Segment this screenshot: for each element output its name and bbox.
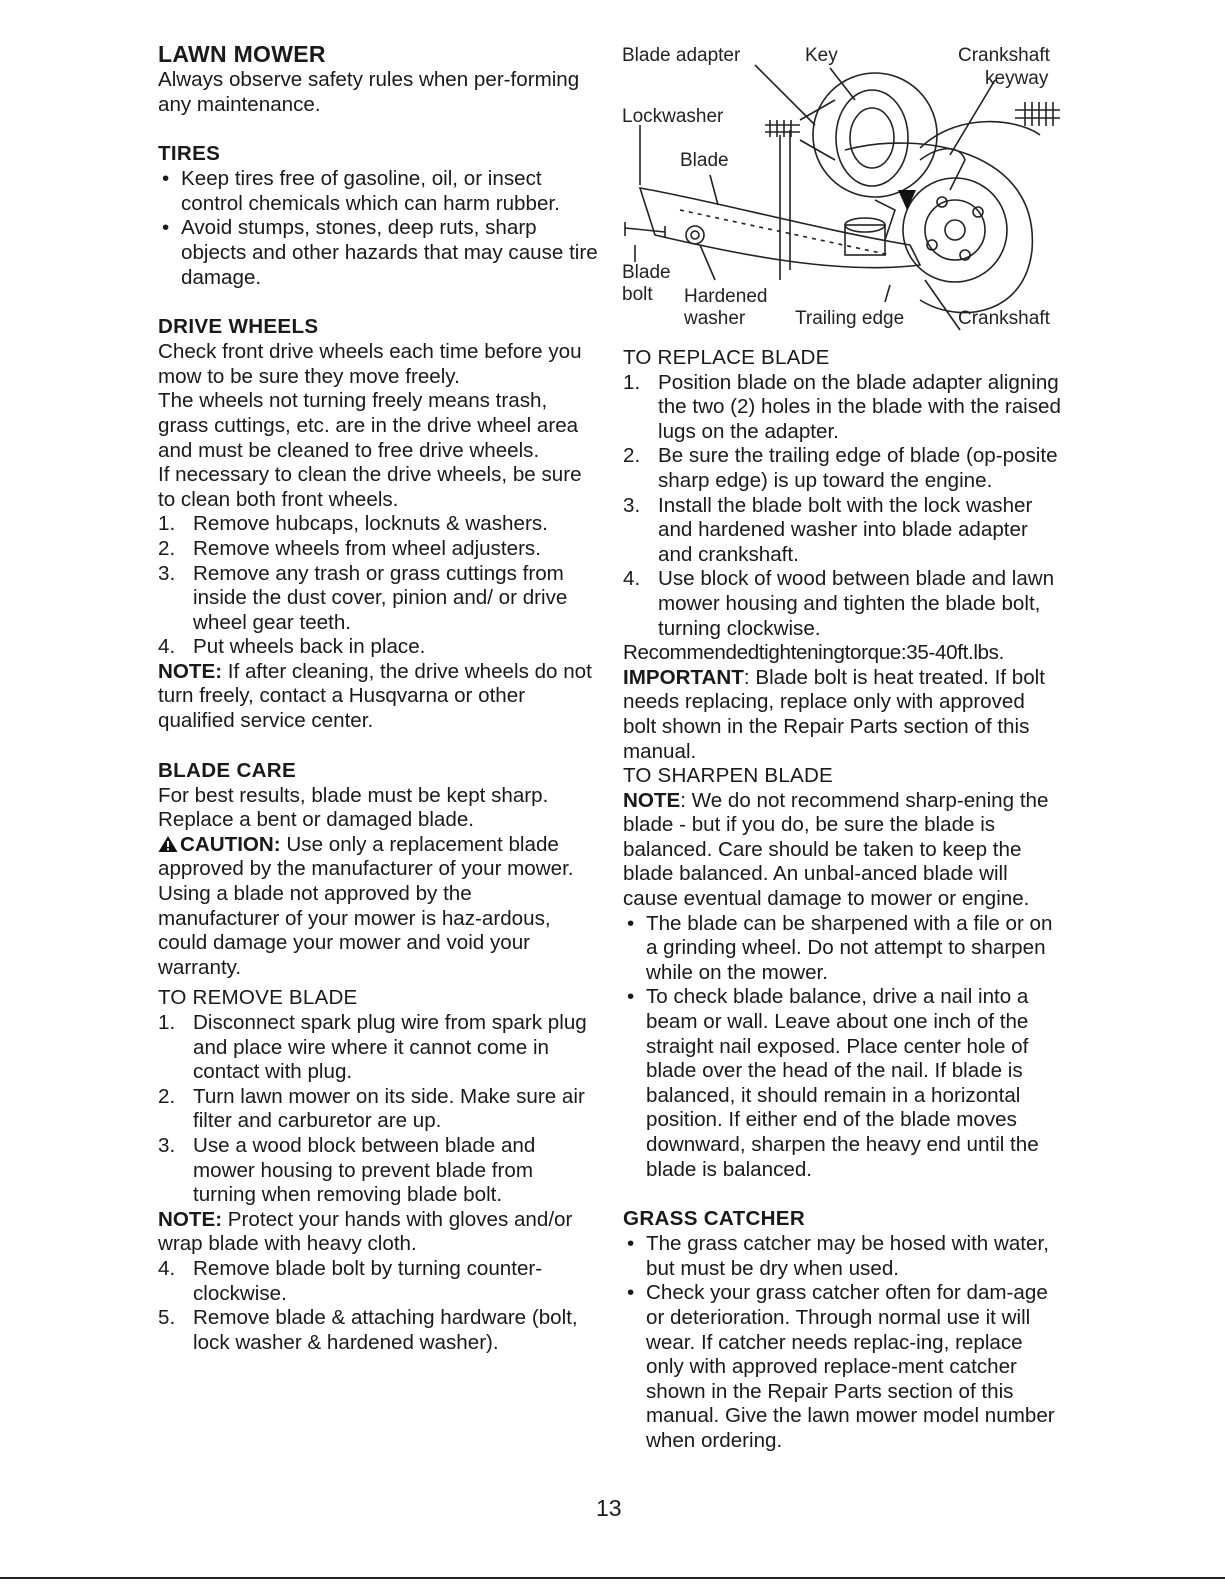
label-crankshaft: Crankshaft <box>958 308 1050 329</box>
replace-blade-heading: TO REPLACE BLADE <box>623 346 830 369</box>
step-number: 2. <box>158 536 176 560</box>
list-item <box>158 512 598 537</box>
grass-catcher-list <box>623 1232 1063 1453</box>
label-blade-bolt-1: Blade <box>622 262 671 283</box>
step-text: Use block of wood between blade and lawn mower housing and tighten the blade bolt, turning clockwise. <box>658 567 1055 640</box>
list-item <box>623 371 1063 445</box>
step-number: 1. <box>623 370 641 394</box>
remove-blade-steps-continued <box>158 1257 598 1355</box>
step-number: 3. <box>158 561 176 585</box>
list-item <box>623 444 1063 493</box>
label-blade-adapter: Blade adapter <box>622 45 741 66</box>
grass-catcher-heading: GRASS CATCHER <box>623 1207 806 1231</box>
step-text: Remove wheels from wheel adjusters. <box>193 536 541 560</box>
paragraph: Check front drive wheels each time before you mow to be sure they move freely. <box>158 340 582 388</box>
important-label: IMPORTANT <box>623 665 744 689</box>
tires-heading: TIRES <box>158 142 221 166</box>
list-item <box>158 562 598 636</box>
list-item <box>158 537 598 562</box>
note-label: NOTE: <box>158 1207 223 1231</box>
step-number: 2. <box>623 444 641 468</box>
step-text: Use a wood block between blade and mower housing to prevent blade from turning when removing blade bolt. <box>193 1133 536 1207</box>
list-item: • The grass catcher may be hosed with water, but must be dry when used. <box>623 1232 1063 1281</box>
list-item <box>158 1011 598 1085</box>
list-item: • Check your grass catcher often for dam-age or deterioration. Through normal use it will wear. If catcher needs replac-ing, replace only with approved replace-ment catcher shown in the Repair Parts section of this manual. Give the lawn mower model number when ordering. <box>623 1281 1063 1453</box>
torque-spec: Recommendedtighteningtorque:35-40ft.lbs. <box>623 641 1004 665</box>
left-column <box>158 40 598 1355</box>
list-item: • Avoid stumps, stones, deep ruts, sharp objects and other hazards that may cause tire damage. <box>158 216 598 290</box>
list-item <box>158 1134 598 1208</box>
drive-wheels-steps <box>158 512 598 660</box>
tires-list <box>158 167 598 290</box>
important-text: : Blade bolt is heat treated. If bolt needs replacing, replace only with approved bolt shown in the Repair Parts section of this manual. <box>623 665 1045 763</box>
note <box>158 660 598 734</box>
paragraph: The wheels not turning freely means trash, grass cuttings, etc. are in the drive wheel area and must be cleaned to free drive wheels. <box>158 389 579 462</box>
list-item <box>158 1257 598 1306</box>
note-text: Protect your hands with gloves and/or wrap blade with heavy cloth. <box>158 1207 573 1256</box>
step-number: 3. <box>158 1133 176 1157</box>
list-item <box>623 567 1063 641</box>
note-label: NOTE: <box>158 659 223 683</box>
replace-blade-steps <box>623 371 1063 642</box>
note-text: : We do not recommend sharp-ening the blade - but if you do, be sure the blade is balanced. Care should be taken to keep the blade balanced. An unbal-anced blade will cause eventual damage to mower or engine. <box>623 788 1049 911</box>
label-blade: Blade <box>680 150 729 171</box>
page-title: LAWN MOWER <box>158 41 326 67</box>
label-blade-bolt-2: bolt <box>622 284 653 305</box>
step-text: Be sure the trailing edge of blade (op-posite sharp edge) is up toward the engine. <box>658 444 1058 492</box>
note <box>623 789 1063 912</box>
label-trailing-edge: Trailing edge <box>795 308 905 329</box>
step-text: Remove any trash or grass cuttings from inside the dust cover, pinion and/ or drive wheel gear teeth. <box>193 561 568 634</box>
blade-assembly-diagram <box>620 40 1065 340</box>
page-number: 13 <box>596 1495 622 1521</box>
list-item <box>623 494 1063 568</box>
remove-blade-heading: TO REMOVE BLADE <box>158 986 358 1010</box>
label-crankshaft-keyway-2: keyway <box>985 68 1049 89</box>
blade-assembly-illustration <box>620 40 1065 340</box>
step-text: Turn lawn mower on its side. Make sure air filter and carburetor are up. <box>193 1084 585 1133</box>
label-lockwasher: Lockwasher <box>622 106 724 127</box>
drive-wheels-heading: DRIVE WHEELS <box>158 315 319 339</box>
step-text: Remove hubcaps, locknuts & washers. <box>193 512 548 536</box>
sharpen-list <box>623 912 1063 1183</box>
step-number: 1. <box>158 1011 176 1034</box>
label-key: Key <box>805 45 838 66</box>
warning-triangle-icon <box>158 835 178 853</box>
step-number: 4. <box>158 1256 176 1280</box>
caution-text: Use only a replacement blade approved by the manufacturer of your mower. Using a blade not approved by the manufacturer of your mower is haz-ardous, could damage your mower and void your warranty. <box>158 832 574 979</box>
list-item: • To check blade balance, drive a nail into a beam or wall. Leave about one inch of the straight nail exposed. Place center hole of blade over the head of the nail. If blade is balanced, it should remain in a horizontal position. If either end of the blade moves downward, sharpen the heavy end until the blade is balanced. <box>623 985 1063 1182</box>
caution-label: CAUTION: <box>180 832 281 856</box>
step-number: 1. <box>158 512 176 536</box>
step-number: 4. <box>158 635 176 659</box>
note-text: If after cleaning, the drive wheels do not turn freely, contact a Husqvarna or other qualified service center. <box>158 659 592 733</box>
step-text: Put wheels back in place. <box>193 635 426 659</box>
step-text: Position blade on the blade adapter aligning the two (2) holes in the blade with the raised lugs on the adapter. <box>658 370 1061 443</box>
list-item <box>158 1085 598 1134</box>
label-hardened-washer-1: Hardened <box>684 286 768 307</box>
list-item: • Keep tires free of gasoline, oil, or insect control chemicals which can harm rubber. <box>158 167 598 216</box>
paragraph: For best results, blade must be kept sharp. Replace a bent or damaged blade. <box>158 783 549 832</box>
step-text: Remove blade bolt by turning counter-clockwise. <box>193 1256 543 1305</box>
list-item <box>158 1306 598 1355</box>
paragraph: If necessary to clean the drive wheels, be sure to clean both front wheels. <box>158 463 582 511</box>
remove-blade-steps <box>158 1011 598 1208</box>
label-hardened-washer-2: washer <box>684 308 746 329</box>
step-text: Install the blade bolt with the lock washer and hardened washer into blade adapter and crankshaft. <box>658 493 1033 566</box>
note-label: NOTE <box>623 788 681 812</box>
label-crankshaft-keyway-1: Crankshaft <box>958 45 1050 66</box>
intro-text: Always observe safety rules when per-forming any maintenance. <box>158 68 580 116</box>
important-note <box>623 666 1063 764</box>
step-text: Remove blade & attaching hardware (bolt, lock washer & hardened washer). <box>193 1306 578 1354</box>
step-number: 2. <box>158 1084 176 1108</box>
list-item <box>158 635 598 660</box>
step-number: 3. <box>623 493 641 517</box>
list-item: • The blade can be sharpened with a file or on a grinding wheel. Do not attempt to sharpen while on the mower. <box>623 912 1063 986</box>
step-number: 4. <box>623 567 641 591</box>
step-number: 5. <box>158 1306 176 1330</box>
bottom-rule <box>0 1577 1225 1579</box>
blade-care-heading: BLADE CARE <box>158 758 297 782</box>
step-text: Disconnect spark plug wire from spark plug and place wire where it cannot come in contact with plug. <box>193 1011 587 1084</box>
right-column <box>623 346 1063 1454</box>
sharpen-blade-heading: TO SHARPEN BLADE <box>623 764 833 788</box>
caution <box>158 833 598 981</box>
note <box>158 1208 598 1257</box>
